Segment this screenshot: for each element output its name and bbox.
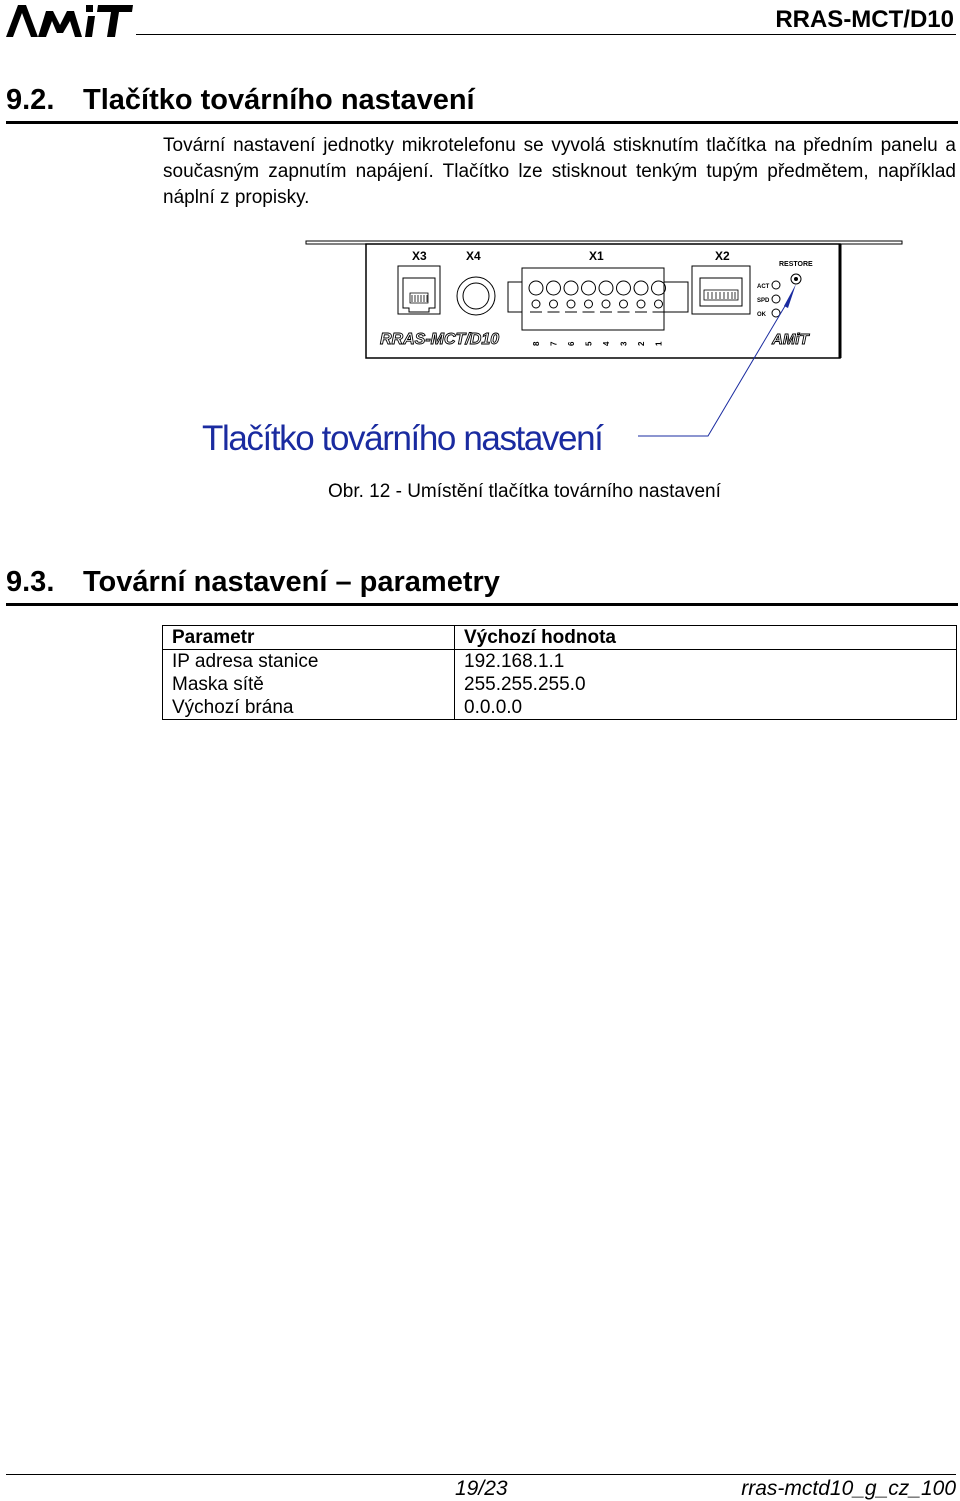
led-label: ACT [757, 284, 770, 290]
section-heading-9-3 [6, 566, 958, 606]
table-cell: Výchozí brána [163, 696, 455, 720]
x4-label: X4 [466, 249, 481, 263]
model-label: RRAS-MCT/D10 [380, 331, 500, 348]
section-title: Tlačítko továrního nastavení [83, 84, 475, 116]
page-number: 19/23 [455, 1477, 508, 1500]
restore-label: RESTORE [779, 261, 813, 268]
document-id: rras-mctd10_g_cz_100 [741, 1477, 956, 1500]
section-title: Tovární nastavení – parametry [83, 566, 500, 598]
terminal-number: 4 [602, 341, 611, 346]
header-parameter: Parametr [163, 626, 455, 650]
x2-label: X2 [715, 249, 730, 263]
terminal-number: 1 [654, 341, 664, 346]
footer-rule [6, 1474, 956, 1475]
header-rule [136, 34, 956, 35]
table-cell: IP adresa stanice [163, 650, 455, 674]
terminal-number: 6 [567, 341, 576, 346]
document-code: RRAS-MCT/D10 [769, 6, 954, 34]
table-cell: 0.0.0.0 [455, 696, 957, 720]
x3-label: X3 [412, 249, 427, 263]
terminal-number: 8 [532, 341, 541, 346]
paragraph-text: Tovární nastavení jednotky mikrotelefonu se vyvolá stisknutím tlačítka na předním panelu a současným zapnutím napájení. Tlačítko lze stisknout tenkým tupým předmětem, například náplní z propisky. [163, 135, 956, 208]
table-cell: Maska sítě [163, 673, 455, 696]
amit-logo [6, 3, 134, 39]
header-default-value: Výchozí hodnota [455, 626, 957, 650]
body-paragraph [163, 133, 956, 211]
terminal-number: 3 [619, 341, 629, 346]
table-row [163, 696, 957, 720]
parameters-table [162, 625, 957, 720]
led-label: SPD [757, 298, 770, 304]
table-cell: 192.168.1.1 [455, 650, 957, 674]
front-logo: AMiT [772, 331, 809, 348]
callout-text: Tlačítko továrního nastavení [202, 419, 603, 458]
terminal-number: 5 [584, 341, 594, 346]
section-number: 9.3. [6, 566, 55, 598]
terminal-number: 7 [549, 341, 559, 346]
table-row [163, 673, 957, 696]
section-heading-9-2 [6, 84, 958, 124]
section-number: 9.2. [6, 84, 55, 116]
terminal-number: 2 [637, 341, 646, 346]
x1-label: X1 [589, 249, 604, 263]
figure-caption: Obr. 12 - Umístění tlačítka továrního nastavení [328, 481, 721, 502]
table-cell: 255.255.255.0 [455, 673, 957, 696]
table-row [163, 650, 957, 674]
table-header-row [163, 626, 957, 650]
device-front-panel-figure [200, 238, 920, 468]
led-label: OK [757, 312, 766, 318]
